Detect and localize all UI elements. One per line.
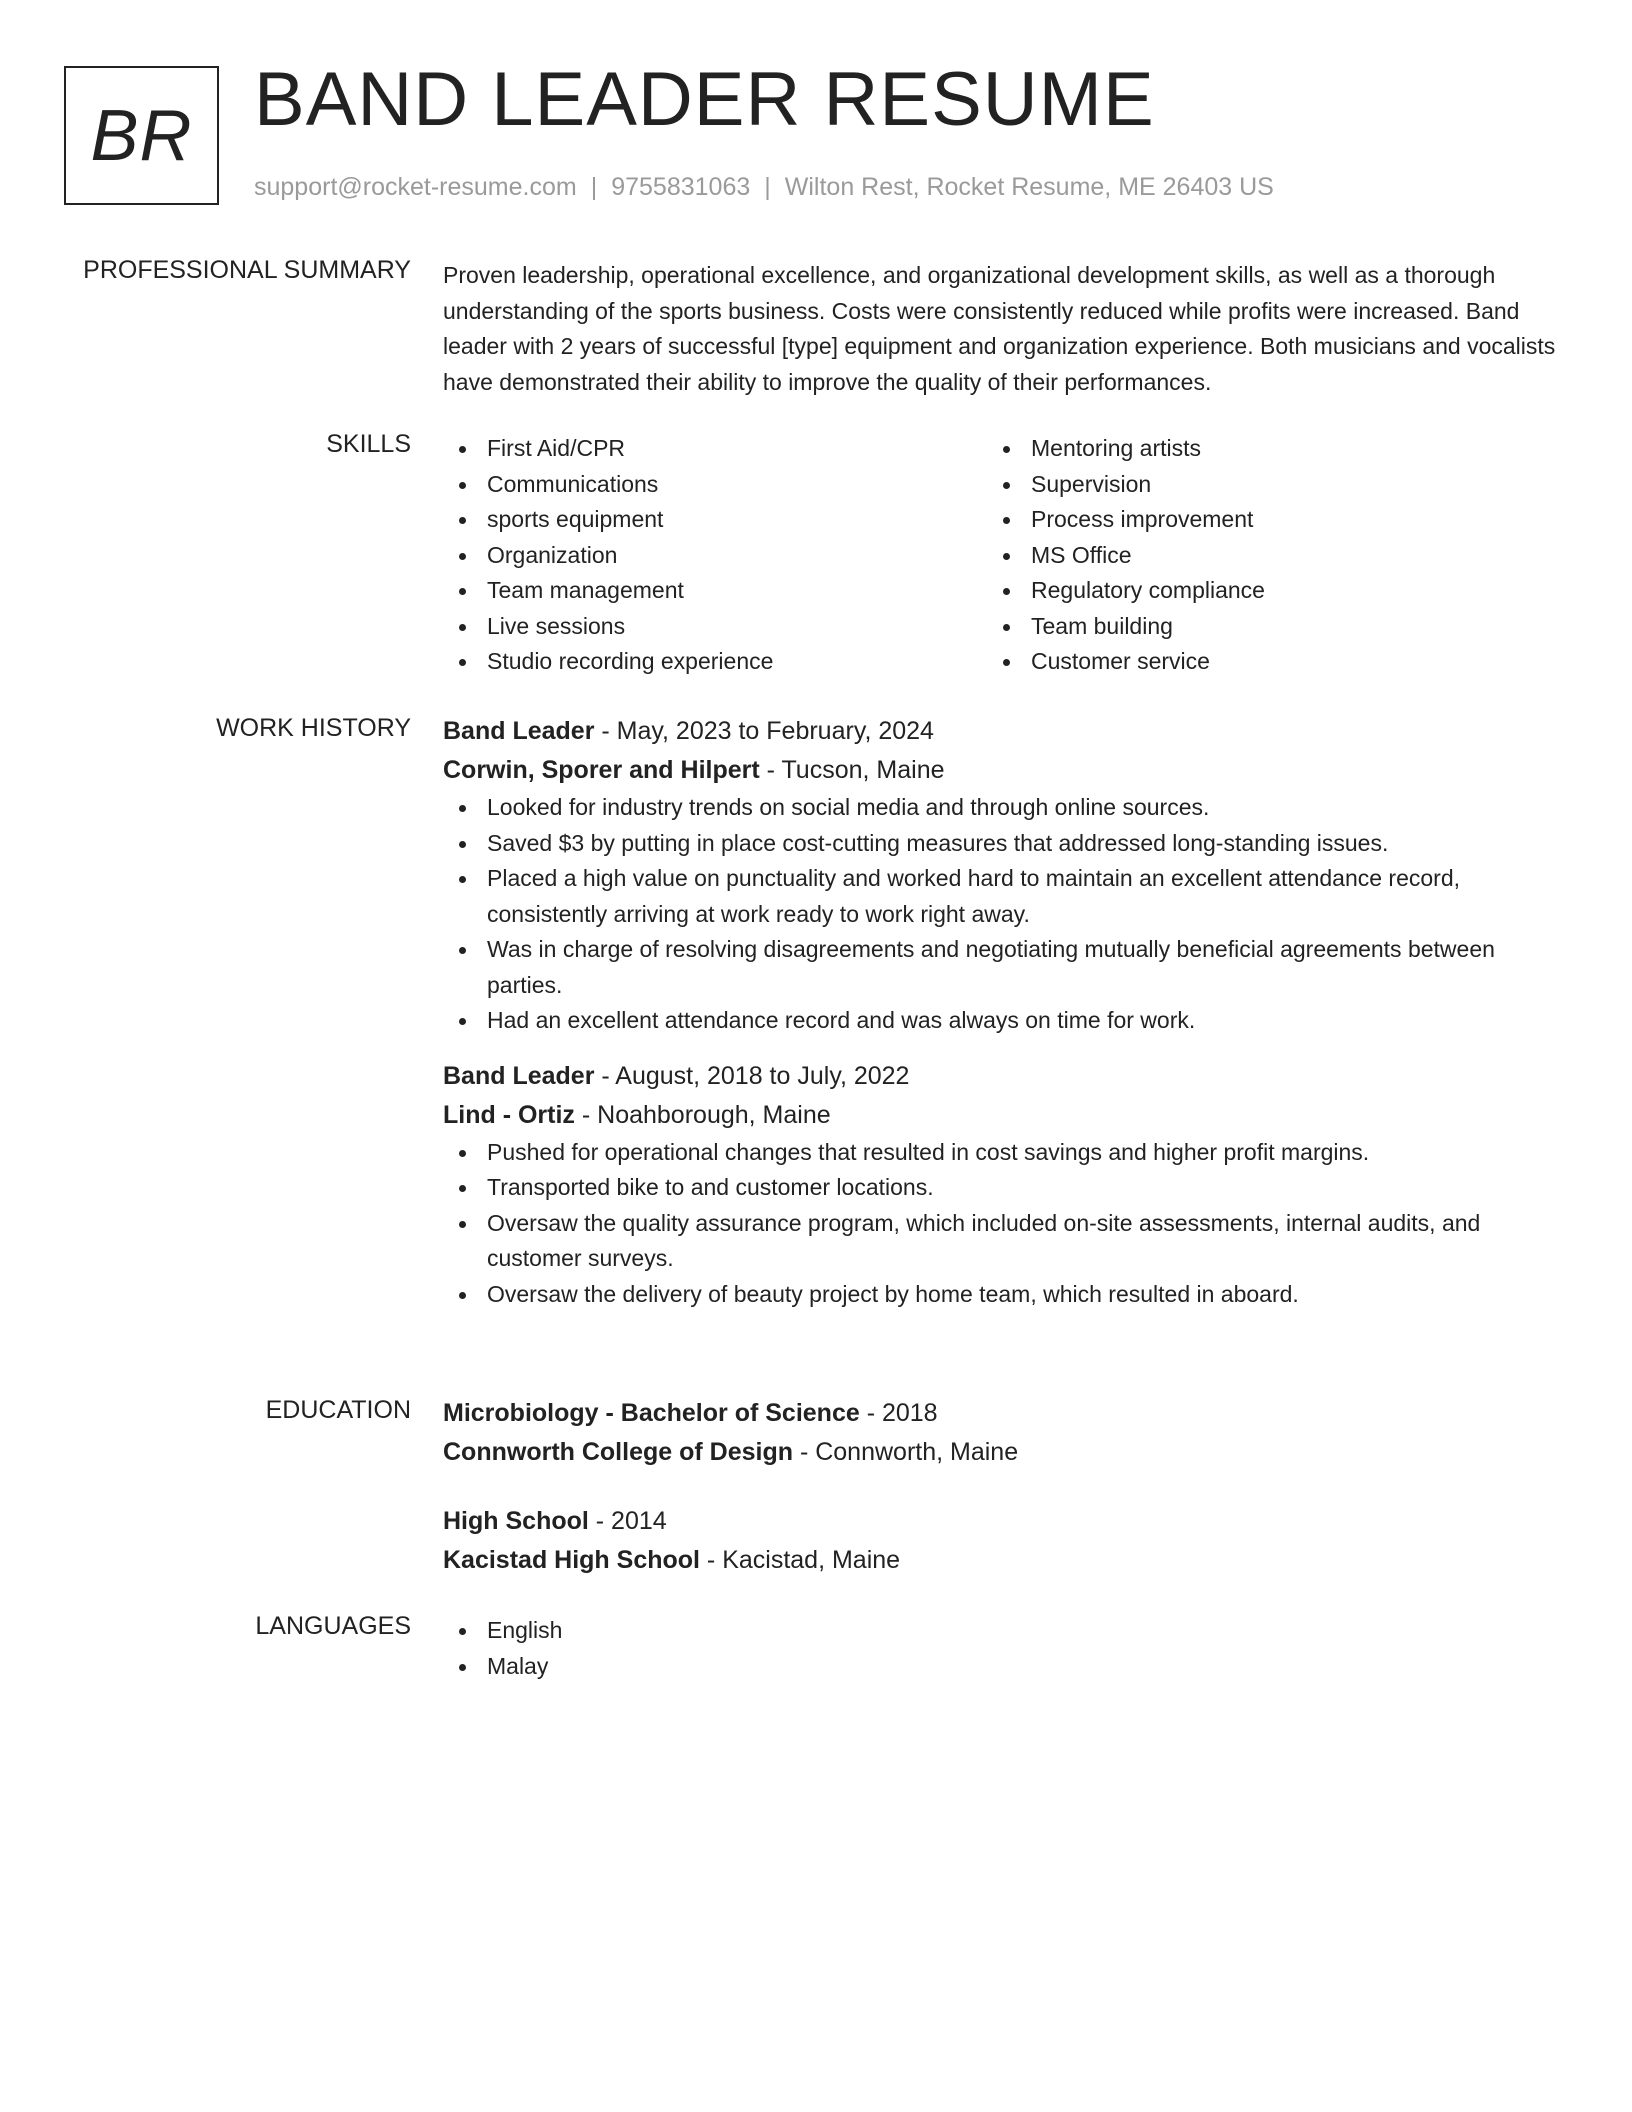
education-school: Kacistad High School: [443, 1546, 700, 1574]
job-title: Band Leader: [443, 717, 595, 745]
section-label-skills: SKILLS: [326, 430, 411, 458]
education-degree: Microbiology - Bachelor of Science: [443, 1399, 860, 1427]
skill-item: Live sessions: [487, 609, 987, 645]
monogram-badge: [64, 66, 219, 205]
contact-phone: 9755831063: [611, 173, 751, 201]
skill-item: Customer service: [1031, 644, 1531, 680]
job-bullet: Looked for industry trends on social media and through online sources.: [487, 790, 1558, 826]
skills-grid: [443, 431, 1558, 680]
skill-item: MS Office: [1031, 538, 1531, 574]
job-company: Corwin, Sporer and Hilpert: [443, 756, 760, 784]
skill-item: sports equipment: [487, 502, 987, 538]
education-degree-line: [443, 1502, 1558, 1541]
job-bullet: Had an excellent attendance record and was always on time for work.: [487, 1003, 1558, 1039]
resume-title: BAND LEADER RESUME: [254, 57, 1155, 142]
job-entry: [443, 1057, 1558, 1313]
skills-column-left: [443, 431, 987, 680]
monogram-initials: BR: [90, 95, 193, 176]
job-bullets: [443, 790, 1558, 1039]
job-title-line: [443, 712, 1558, 751]
skills-column-right: [987, 431, 1531, 680]
education-year: - 2014: [588, 1507, 667, 1535]
education-location: - Connworth, Maine: [793, 1438, 1019, 1466]
job-location: - Tucson, Maine: [759, 756, 945, 784]
contact-separator: |: [590, 173, 598, 201]
skills-list-left: [443, 431, 987, 680]
job-dates: - August, 2018 to July, 2022: [594, 1061, 910, 1090]
education-school: Connworth College of Design: [443, 1438, 793, 1466]
contact-address: Wilton Rest, Rocket Resume, ME 26403 US: [784, 173, 1274, 201]
education-year: - 2018: [859, 1399, 938, 1427]
job-bullet: Transported bike to and customer locations.: [487, 1170, 1558, 1206]
job-bullet: Oversaw the delivery of beauty project by home team, which resulted in aboard.: [487, 1277, 1558, 1313]
job-bullet: Pushed for operational changes that resulted in cost savings and higher profit margins.: [487, 1135, 1558, 1171]
summary-text: Proven leadership, operational excellence, and organizational development skills, as well as a thorough understanding of the sports business. Costs were consistently reduced while profits were increased. Band leader with 2 years of successful [type] equipment and organization experience. Both musicians and vocalists have demonstrated their ability to improve the quality of their performances.: [443, 262, 1556, 395]
section-label-summary: PROFESSIONAL SUMMARY: [83, 256, 411, 284]
skill-item: First Aid/CPR: [487, 431, 987, 467]
job-title-line: [443, 1057, 1558, 1096]
skill-item: Studio recording experience: [487, 644, 987, 680]
contact-email: support@rocket-resume.com: [254, 173, 577, 201]
job-location: - Noahborough, Maine: [574, 1100, 831, 1129]
job-company-line: [443, 751, 1558, 790]
job-bullet: Placed a high value on punctuality and worked hard to maintain an excellent attendance record, consistently arriving at work ready to work right away.: [487, 861, 1558, 932]
job-entry: [443, 712, 1558, 1039]
skill-item: Regulatory compliance: [1031, 573, 1531, 609]
languages-body: [443, 1613, 1558, 1684]
section-label-education: EDUCATION: [265, 1396, 411, 1424]
section-label-work-history: WORK HISTORY: [216, 714, 411, 742]
job-bullet: Was in charge of resolving disagreements and negotiating mutually beneficial agreements between parties.: [487, 932, 1558, 1003]
section-label-languages: LANGUAGES: [255, 1612, 411, 1640]
job-company: Lind - Ortiz: [443, 1100, 575, 1129]
skill-item: Team management: [487, 573, 987, 609]
language-item: English: [487, 1613, 1558, 1649]
education-school-line: [443, 1541, 1558, 1580]
skill-item: Communications: [487, 467, 987, 503]
skills-body: [443, 431, 1558, 680]
contact-line: [254, 173, 1274, 202]
contact-separator: |: [764, 173, 771, 201]
skill-item: Supervision: [1031, 467, 1531, 503]
language-item: Malay: [487, 1649, 1558, 1685]
education-school-line: [443, 1433, 1558, 1472]
skills-list-right: [987, 431, 1531, 680]
job-bullet: Oversaw the quality assurance program, which included on-site assessments, internal audits, and customer surveys.: [487, 1206, 1558, 1277]
summary-body: [443, 258, 1558, 400]
job-bullet: Saved $3 by putting in place cost-cutting measures that addressed long-standing issues.: [487, 826, 1558, 862]
education-location: - Kacistad, Maine: [699, 1546, 901, 1574]
education-entry: [443, 1502, 1558, 1580]
education-entry: [443, 1394, 1558, 1472]
skill-item: Mentoring artists: [1031, 431, 1531, 467]
job-company-line: [443, 1096, 1558, 1135]
education-degree: High School: [443, 1507, 589, 1535]
skill-item: Organization: [487, 538, 987, 574]
job-bullets: [443, 1135, 1558, 1313]
skill-item: Team building: [1031, 609, 1531, 645]
work-history-body: [443, 712, 1558, 1312]
skill-item: Process improvement: [1031, 502, 1531, 538]
education-body: [443, 1394, 1558, 1580]
languages-list: [443, 1613, 1558, 1684]
education-degree-line: [443, 1394, 1558, 1433]
job-title: Band Leader: [443, 1061, 595, 1090]
job-dates: - May, 2023 to February, 2024: [594, 717, 934, 745]
